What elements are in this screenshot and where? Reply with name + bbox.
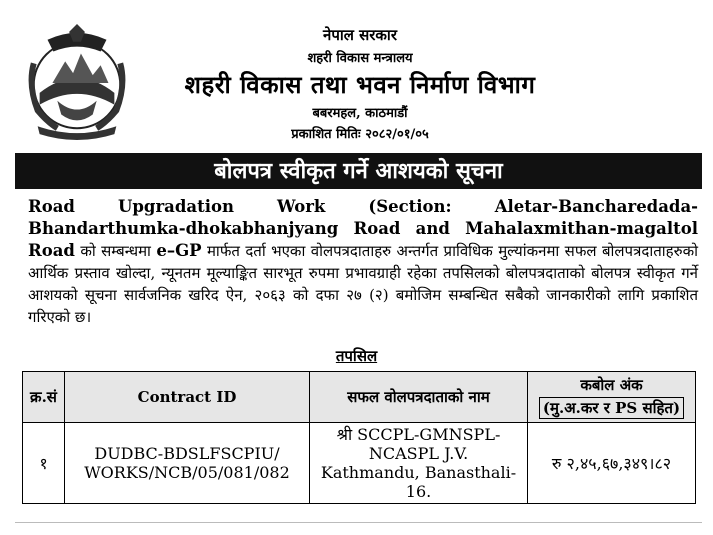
- header-bidder: सफल वोलपत्रदाताको नाम: [310, 372, 528, 423]
- contract-id-line1: DUDBC-BDSLFSCPIU/: [94, 444, 280, 463]
- schedule-heading: तपसिल: [335, 347, 378, 365]
- government-name: नेपाल सरकार: [323, 26, 397, 44]
- header-amount-line2: (मु.अ.कर र PS सहित): [539, 397, 684, 419]
- contract-table: [22, 371, 696, 504]
- cell-amount: रु २,४५,६७,३४९।८२: [528, 423, 696, 504]
- notice-title-banner: बोलपत्र स्वीकृत गर्ने आशयको सूचना: [15, 153, 702, 189]
- table-header-row: [23, 372, 696, 423]
- publish-date: २०८२/०१/०५: [365, 127, 429, 142]
- contract-id-line2: WORKS/NCB/05/081/082: [84, 463, 290, 482]
- header-sn: क्र.सं: [23, 372, 65, 423]
- cell-contract-id: [65, 423, 310, 504]
- header-amount: [528, 372, 696, 423]
- publish-date-label: प्रकाशित मितिः: [291, 127, 361, 142]
- notice-body: [28, 196, 698, 328]
- bottom-divider: [15, 522, 702, 523]
- office-location: बबरमहल, काठमाडौं: [312, 106, 408, 121]
- table-row: [23, 423, 696, 504]
- bidder-line2: NCASPL J.V.: [368, 444, 469, 463]
- cell-bidder: [310, 423, 528, 504]
- header-amount-line1: कबोल अंक: [580, 376, 643, 394]
- cell-sn: १: [23, 423, 65, 504]
- bidder-line3: Kathmandu, Banasthali-16.: [320, 463, 517, 501]
- project-name: Road Upgradation Work (Section: Aletar-Bancharedada-Bhandarthumka-dhokabhanjyang Road and Mahalaxmithan-magaltol Road: [28, 197, 698, 260]
- bidder-line1: श्री SCCPL-GMNSPL-: [336, 425, 501, 444]
- header-contract-id: Contract ID: [65, 372, 310, 423]
- platform-name: e–GP: [156, 241, 202, 260]
- notice-body-text: मार्फत दर्ता भएका वोलपत्रदाताहरु अन्तर्गत प्राविधिक मुल्यांकनमा सफल बोलपत्रदाताहरुको आर्थिक प्रस्ताव खोल्दा, न्यूनतम मूल्याङ्कित सारभूत रुपमा प्रभावग्राही रहेका तपसिलको बोलपत्रदाताको बोलपत्र स्वीकृत गर्ने आशयको सूचना सार्वजनिक खरिद ऐन, २०६३ को दफा २७ (२) बमोजिम सम्बन्धित सबैको जानकारीको लागि प्रकाशित गरिएको छ।: [28, 242, 698, 326]
- government-emblem-icon: [18, 24, 136, 142]
- ministry-name: शहरी विकास मन्त्रालय: [307, 51, 413, 66]
- publish-date-line: [140, 124, 580, 142]
- department-name: शहरी विकास तथा भवन निर्माण विभाग: [184, 70, 536, 99]
- notice-connector: को सम्बन्धमा: [74, 242, 157, 260]
